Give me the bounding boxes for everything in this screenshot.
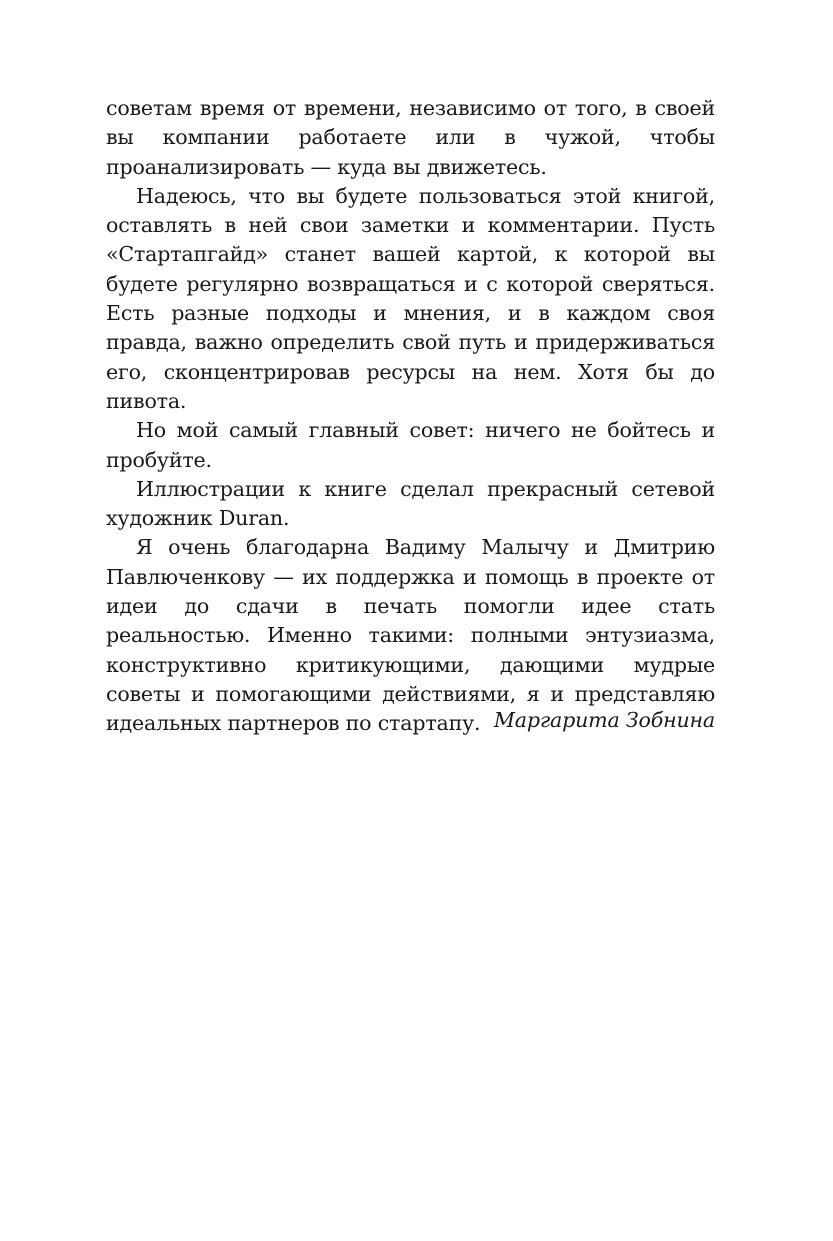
body-text: [106, 94, 715, 739]
author-signature: Маргарита Зобнина: [493, 708, 715, 732]
paragraph-book-usage: Надеюсь, что вы будете пользоваться этой книгой, оставлять в ней свои заметки и комментарии. Пусть «Стартапгайд» станет вашей картой, к которой вы будете регулярно возвращаться и с которой сверяться. Есть разные подходы и мнения, и в каждом своя правда, важно определить свой путь и придерживаться его, сконцентрировав ресурсы на нем. Хотя бы до пивота.: [106, 183, 715, 413]
paragraph-continuation: советам время от времени, независимо от того, в своей вы компании работаете или в чужой, чтобы проанализировать — куда вы движетесь.: [106, 96, 715, 179]
paragraph-illustrations: Иллюстрации к книге сделал прекрасный сетевой художник Duran.: [106, 476, 715, 531]
paragraph-acknowledgements: Я очень благодарна Вадиму Малычу и Дмитрию Павлюченкову — их поддержка и помощь в проекте от идеи до сдачи в печать помогли идее стать реальностью. Именно такими: полными энтузиазма, конструктивно критикующими, дающими мудрые советы и помогающими действиями, я и представляю идеальных партнеров по стартапу.: [106, 535, 715, 736]
paragraph-main-advice: Но мой самый главный совет: ничего не бойтесь и пробуйте.: [106, 418, 715, 472]
